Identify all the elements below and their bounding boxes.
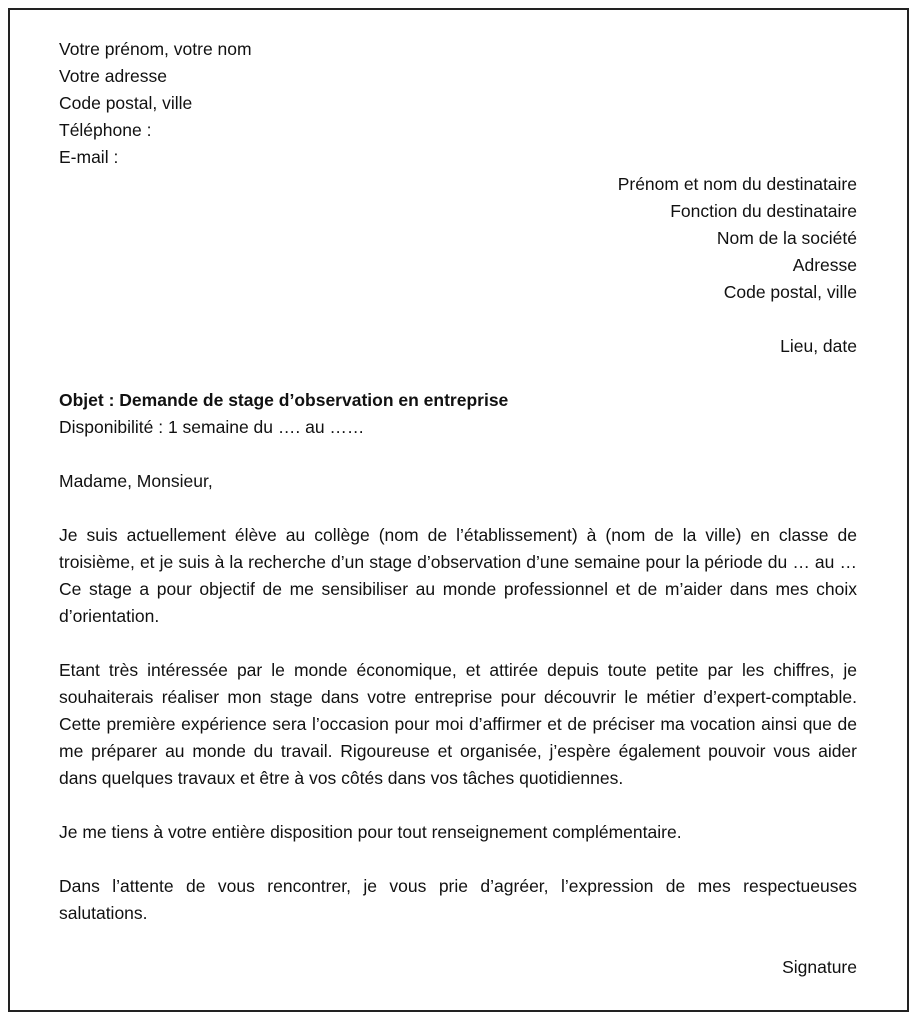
sender-email: E-mail : bbox=[59, 147, 119, 167]
recipient-name: Prénom et nom du destinataire bbox=[617, 174, 857, 194]
availability-line: Disponibilité : 1 semaine du …. au …… bbox=[59, 417, 365, 437]
place-date: Lieu, date bbox=[780, 336, 857, 356]
paragraph-intro: Je suis actuellement élève au collège (nom de l’établissement) à (nom de la ville) en classe de troisième, et je suis à la recherche d’un stage d’observation d’une semaine pour la période du … au … Ce stage a pour objectif de me sensibiliser au monde professionnel et de m’aider dans mes choix d’orientation. bbox=[59, 525, 857, 626]
paragraph-availability: Je me tiens à votre entière disposition pour tout renseignement complémentaire. bbox=[59, 822, 682, 842]
sender-name: Votre prénom, votre nom bbox=[59, 39, 252, 59]
recipient-address: Adresse bbox=[792, 255, 857, 275]
sender-block bbox=[59, 36, 857, 171]
recipient-city: Code postal, ville bbox=[723, 282, 857, 302]
sender-address: Votre adresse bbox=[59, 66, 167, 86]
paragraph-motivation: Etant très intéressée par le monde économique, et attirée depuis toute petite par les chiffres, je souhaiterais réaliser mon stage dans votre entreprise pour découvrir le métier d’expert-comptable. Cette première expérience sera l’occasion pour moi d’affirmer et de préciser ma vocation ainsi que de me préparer au monde du travail. Rigoureuse et organisée, j’espère également pouvoir vous aider dans quelques travaux et être à vos côtés dans vos tâches quotidiennes. bbox=[59, 660, 857, 788]
paragraph-closing: Dans l’attente de vous rencontrer, je vous prie d’agréer, l’expression de mes respectueuses salutations. bbox=[59, 876, 857, 923]
letter bbox=[59, 36, 857, 981]
recipient-function: Fonction du destinataire bbox=[670, 201, 857, 221]
recipient-company: Nom de la société bbox=[716, 228, 857, 248]
subject-line: Objet : Demande de stage d’observation en entreprise bbox=[59, 390, 509, 410]
salutation: Madame, Monsieur, bbox=[59, 471, 213, 491]
recipient-block bbox=[59, 171, 857, 306]
sender-phone: Téléphone : bbox=[59, 120, 152, 140]
sender-city: Code postal, ville bbox=[59, 93, 193, 113]
signature: Signature bbox=[782, 957, 857, 977]
